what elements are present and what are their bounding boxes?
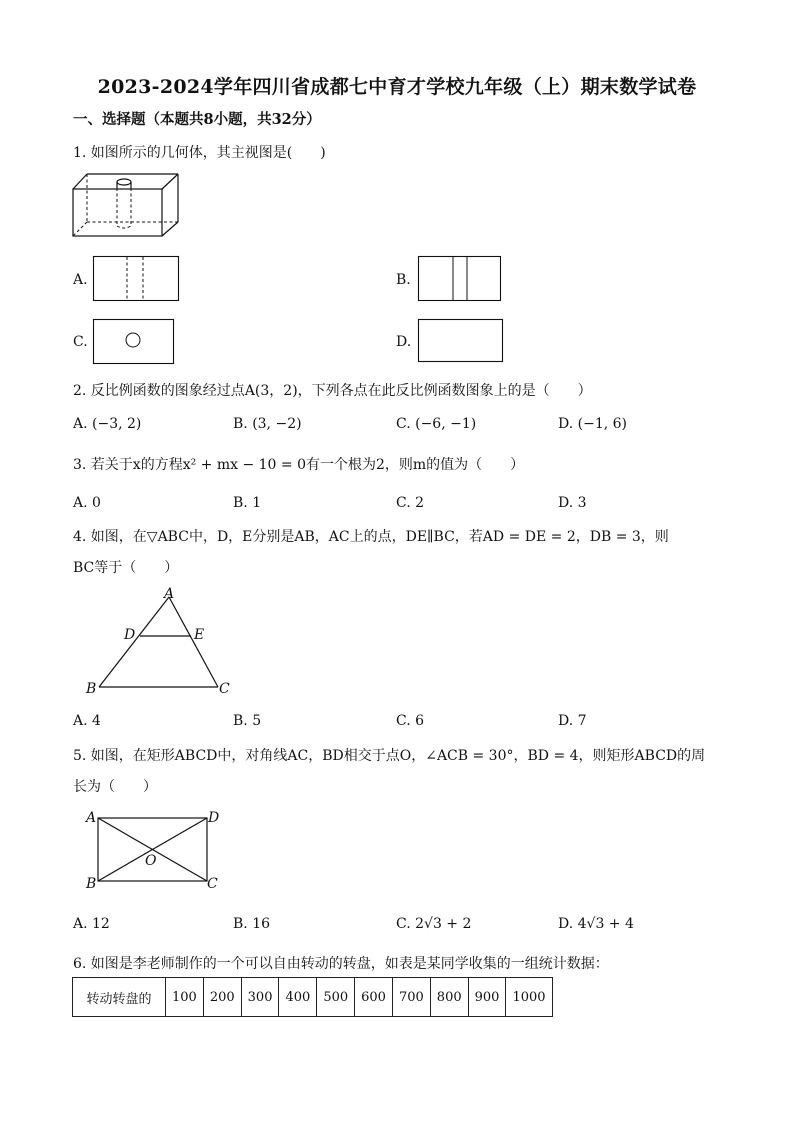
q4-option-d[interactable]: D. 7 (558, 713, 587, 729)
question-1-stem: 1. 如图所示的几何体，其主视图是( ) (73, 145, 326, 161)
table-cell: 300 (241, 978, 279, 1017)
question-4-stem-line2: BC等于（ ） (73, 560, 179, 576)
q2-option-b[interactable]: B. (3, −2) (233, 416, 302, 432)
q2-option-a[interactable]: A. (−3, 2) (73, 416, 142, 432)
q1-option-c-label[interactable]: C. (73, 334, 88, 350)
question-1-solid-figure (72, 172, 182, 240)
question-3-stem: 3. 若关于x的方程x² + mx − 10 = 0有一个根为2，则m的值为（ ） (73, 457, 525, 473)
q1-option-d-label[interactable]: D. (396, 334, 412, 350)
table-cell: 600 (355, 978, 393, 1017)
table-cell: 400 (279, 978, 317, 1017)
table-cell: 900 (468, 978, 506, 1017)
q3-option-c[interactable]: C. 2 (396, 495, 425, 511)
q2-option-d[interactable]: D. (−1, 6) (558, 416, 627, 432)
question-4-triangle-figure (84, 586, 234, 701)
q1-option-b-figure[interactable] (418, 256, 502, 302)
q5-label-c: C (207, 876, 218, 892)
q3-option-d[interactable]: D. 3 (558, 495, 587, 511)
table-cell: 1000 (506, 978, 552, 1017)
table-cell: 700 (392, 978, 430, 1017)
q5-label-o: O (145, 853, 157, 869)
q5-option-a[interactable]: A. 12 (73, 916, 110, 932)
section-heading: 一、选择题（本题共8小题，共32分） (73, 111, 321, 128)
table-cell: 500 (317, 978, 355, 1017)
table-cell: 800 (430, 978, 468, 1017)
q5-option-d[interactable]: D. 4√3 + 4 (558, 916, 634, 932)
question-5-stem-line1: 5. 如图，在矩形ABCD中，对角线AC，BD相交于点O，∠ACB = 30°，BD = 4，则矩形ABCD的周 (73, 748, 706, 764)
q4-option-c[interactable]: C. 6 (396, 713, 425, 729)
table-cell: 200 (203, 978, 241, 1017)
question-5-stem-line2: 长为（ ） (73, 779, 157, 795)
q4-label-b: B (86, 681, 97, 697)
q1-option-d-figure[interactable] (418, 319, 504, 365)
q2-option-c[interactable]: C. (−6, −1) (396, 416, 477, 432)
q5-option-c[interactable]: C. 2√3 + 2 (396, 916, 472, 932)
q5-label-d: D (208, 810, 220, 826)
q4-label-e: E (194, 627, 205, 643)
question-5-rectangle-figure (84, 806, 224, 892)
q4-label-a: A (164, 586, 175, 602)
q5-label-b: B (86, 876, 97, 892)
question-2-stem: 2. 反比例函数的图象经过点A(3，2)，下列各点在此反比例函数图象上的是（ ） (73, 383, 592, 399)
page-title: 2023-2024学年四川省成都七中育才学校九年级（上）期末数学试卷 (97, 76, 697, 98)
q4-label-d: D (124, 627, 136, 643)
q4-label-c: C (219, 681, 230, 697)
q3-option-a[interactable]: A. 0 (73, 495, 101, 511)
table-cell: 100 (166, 978, 204, 1017)
q4-option-b[interactable]: B. 5 (233, 713, 262, 729)
q1-option-a-label[interactable]: A. (73, 272, 88, 288)
q4-option-a[interactable]: A. 4 (73, 713, 101, 729)
question-4-stem-line1: 4. 如图，在▽ABC中，D，E分别是AB，AC上的点，DE∥BC，若AD = DE = 2，DB = 3，则 (73, 529, 669, 545)
table-row (73, 978, 553, 1017)
q3-option-b[interactable]: B. 1 (233, 495, 262, 511)
q5-option-b[interactable]: B. 16 (233, 916, 271, 932)
q5-label-a: A (86, 810, 97, 826)
question-6-stem: 6. 如图是李老师制作的一个可以自由转动的转盘，如表是某同学收集的一组统计数据： (73, 956, 609, 972)
q1-option-b-label[interactable]: B. (396, 272, 411, 288)
q6-statistics-table (72, 977, 553, 1017)
q1-option-a-figure[interactable] (93, 256, 179, 302)
q1-option-c-figure[interactable] (93, 319, 175, 365)
table-header-cell: 转动转盘的 (73, 978, 166, 1017)
